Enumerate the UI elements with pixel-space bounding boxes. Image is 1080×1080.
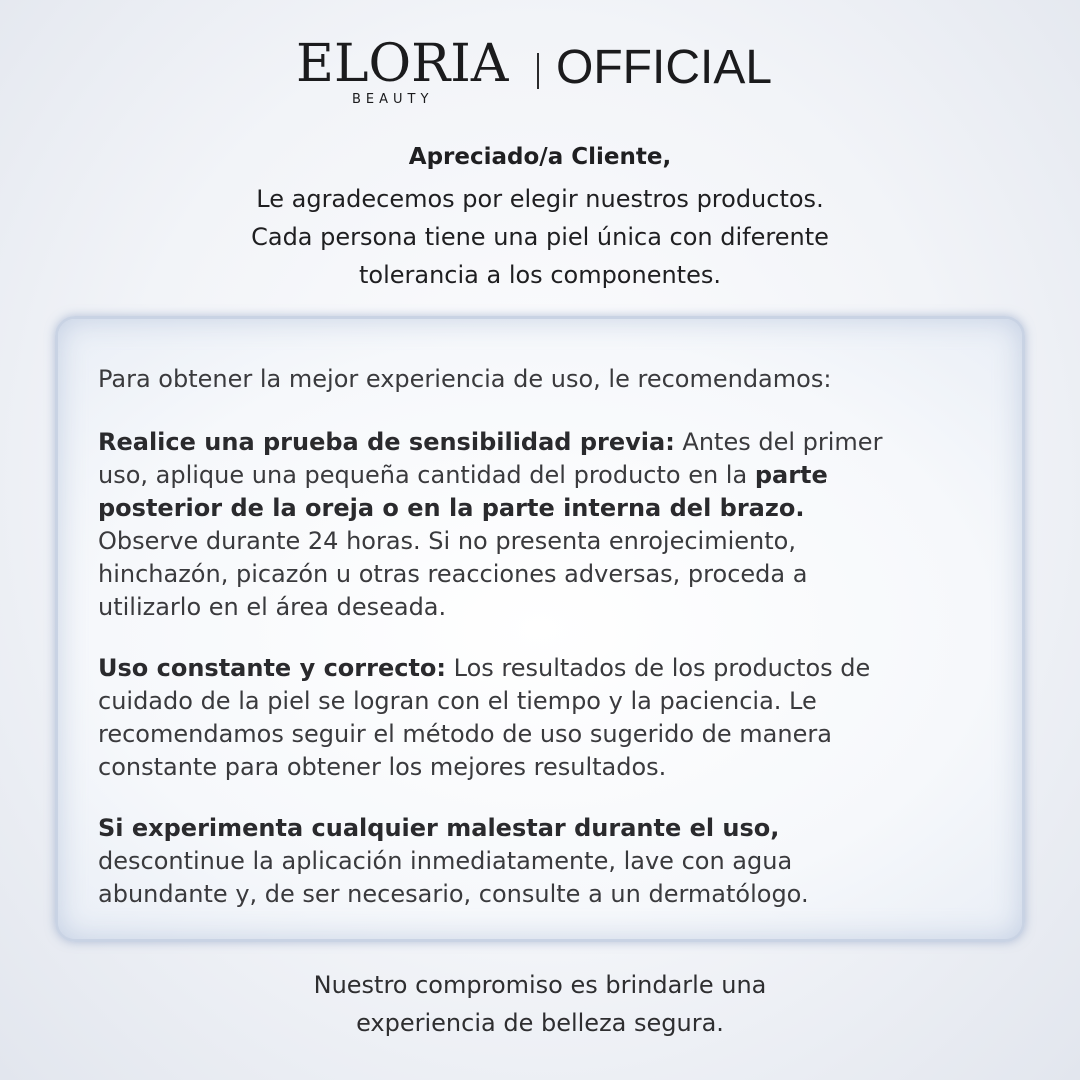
brand-logo-name: ELORIA [296, 34, 509, 94]
tip-2-text: Los resultados de los productos de [446, 654, 871, 682]
tip-2-title: Uso constante y correcto: [98, 654, 447, 682]
greeting-heading: Apreciado/a Cliente, [408, 144, 672, 170]
intro-paragraph [0, 180, 1080, 294]
tip-1-emphasis: parte [754, 461, 828, 489]
tip-1-line-6: utilizarlo en el área deseada. [98, 593, 447, 621]
closing-line-1: Nuestro compromiso es brindarle una [313, 971, 767, 999]
tip-2-line-2: cuidado de la piel se logran con el tiempo y la paciencia. Le [98, 687, 817, 715]
brand-logo-subtitle: BEAUTY [352, 92, 434, 107]
tip-1-line-2 [98, 459, 998, 492]
intro-line-2: Cada persona tiene una piel única con diferente [251, 223, 829, 251]
card-intro: Para obtener la mejor experiencia de uso, le recomendamos: [98, 365, 832, 393]
spacer [98, 624, 998, 652]
tip-2-line-4: constante para obtener los mejores resultados. [98, 753, 667, 781]
intro-line-3: tolerancia a los componentes. [358, 261, 721, 289]
tip-1-title: Realice una prueba de sensibilidad previa: [98, 428, 675, 456]
tip-2-line-1 [98, 652, 998, 685]
closing-line-2: experiencia de belleza segura. [356, 1009, 724, 1037]
spacer [98, 396, 998, 426]
tip-1-text: uso, aplique una pequeña cantidad del producto en la [98, 461, 755, 489]
tip-1-line-5: hinchazón, picazón u otras reacciones adversas, proceda a [98, 560, 808, 588]
official-label: OFFICIAL [556, 41, 773, 94]
spacer [98, 784, 998, 812]
tip-1-line-1 [98, 426, 998, 459]
tip-3-line-2: descontinue la aplicación inmediatamente, lave con agua [98, 847, 793, 875]
tip-3-line-3: abundante y, de ser necesario, consulte a un dermatólogo. [98, 880, 809, 908]
recommendations-text [98, 363, 998, 911]
brand-divider [537, 53, 539, 89]
tip-1-line-4: Observe durante 24 horas. Si no presenta enrojecimiento, [98, 527, 796, 555]
tip-1-emphasis: posterior de la oreja o en la parte interna del brazo. [98, 494, 805, 522]
intro-line-1: Le agradecemos por elegir nuestros productos. [256, 185, 824, 213]
tip-1-text: Antes del primer [674, 428, 883, 456]
tip-2-line-3: recomendamos seguir el método de uso sugerido de manera [98, 720, 832, 748]
closing-paragraph [0, 966, 1080, 1042]
brand-header [0, 36, 1080, 116]
tip-3-title: Si experimenta cualquier malestar durante el uso, [98, 814, 780, 842]
recommendations-card [55, 316, 1025, 942]
